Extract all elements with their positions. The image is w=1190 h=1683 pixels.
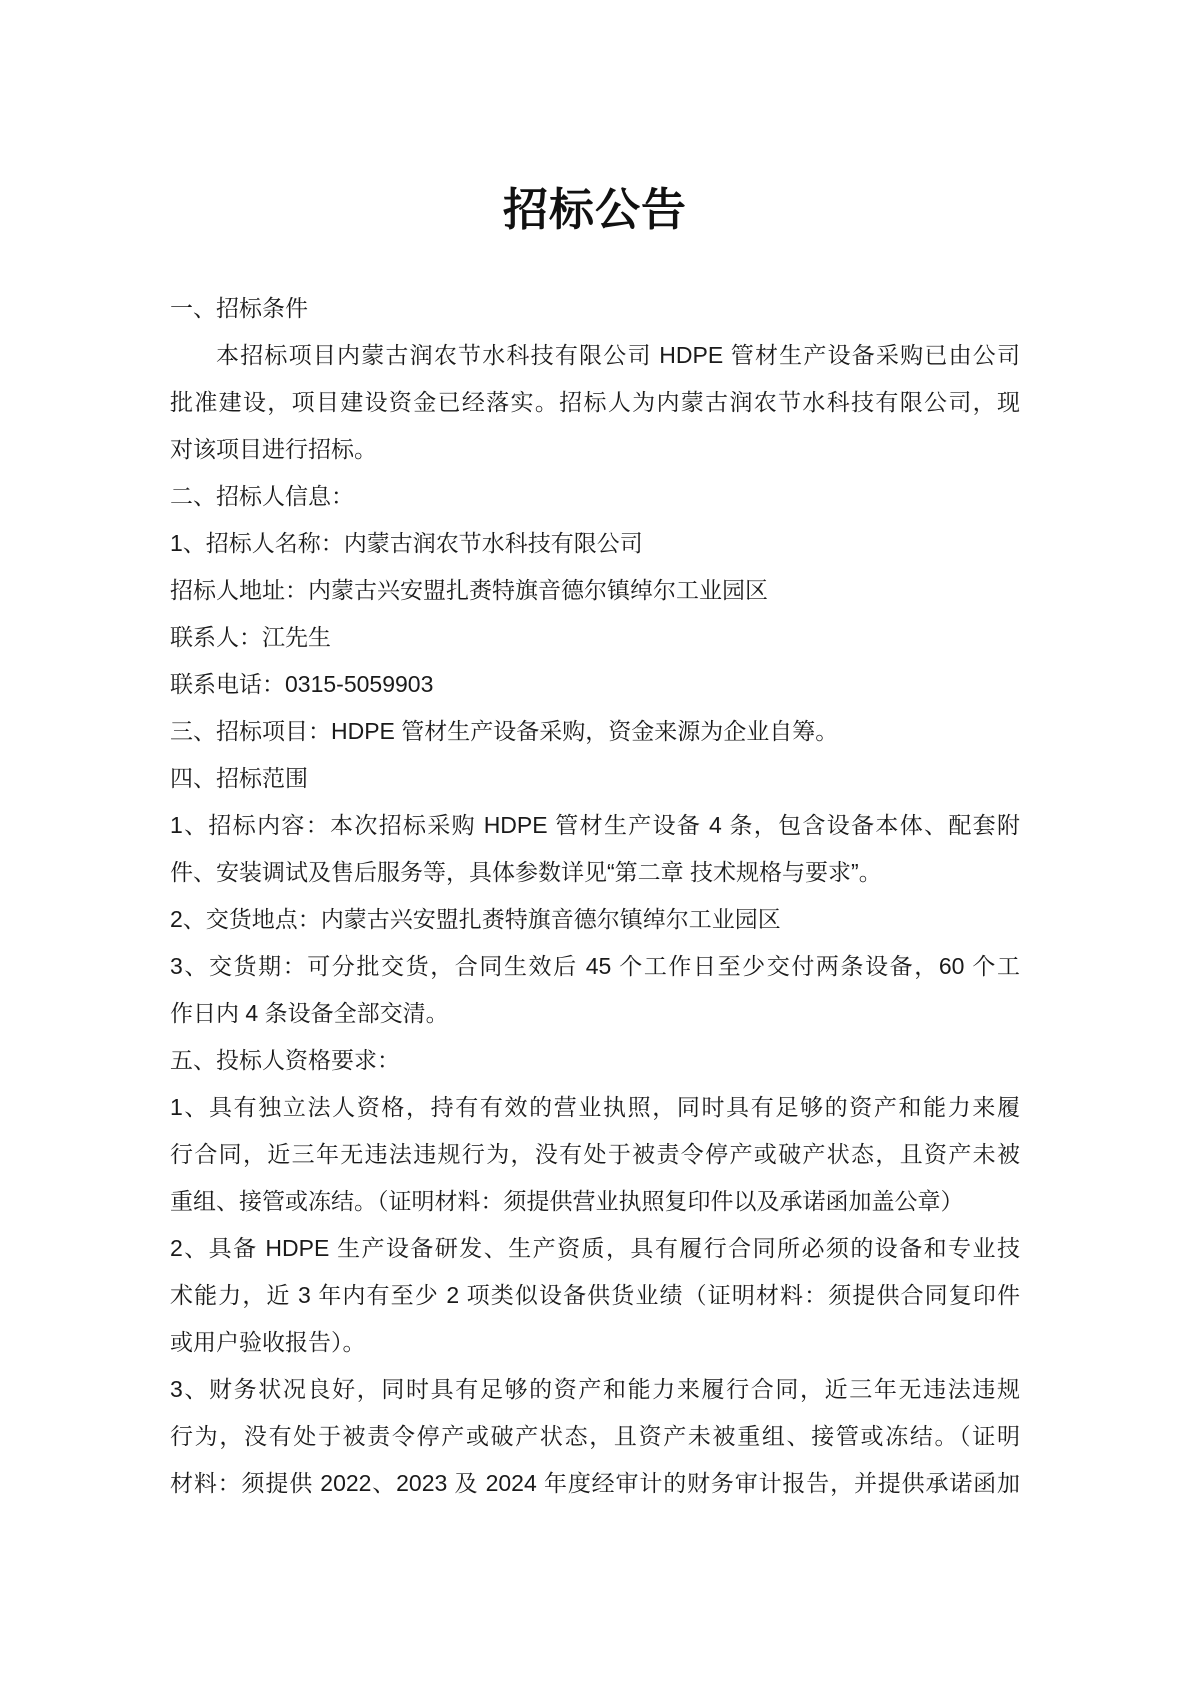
text-line: 五、投标人资格要求： (170, 1047, 400, 1073)
text-line: 2、具备 HDPE 生产设备研发、生产资质，具有履行合同所必须的设备和专业技 (170, 1235, 1020, 1261)
text-line: 行为，没有处于被责令停产或破产状态，且资产未被重组、接管或冻结。（证明 (170, 1423, 1020, 1449)
text-line: 重组、接管或冻结。（证明材料：须提供营业执照复印件以及承诺函加盖公章） (170, 1188, 964, 1214)
text-line: 二、招标人信息： (170, 483, 354, 509)
text-line: 3、交货期：可分批交货，合同生效后 45 个工作日至少交付两条设备，60 个工 (170, 953, 1020, 979)
text-line: 四、招标范围 (170, 765, 308, 791)
text-line: 3、财务状况良好，同时具有足够的资产和能力来履行合同，近三年无违法违规 (170, 1376, 1020, 1402)
text-line: 材料：须提供 2022、2023 及 2024 年度经审计的财务审计报告，并提供承诺函加 (170, 1470, 1020, 1496)
text-line: 对该项目进行招标。 (170, 436, 377, 462)
text-line: 件、安装调试及售后服务等，具体参数详见“第二章 技术规格与要求”。 (170, 859, 882, 885)
document-body (170, 285, 1020, 1507)
text-line: 1、招标内容：本次招标采购 HDPE 管材生产设备 4 条，包含设备本体、配套附 (170, 812, 1020, 838)
text-line: 联系人：江先生 (170, 624, 331, 650)
text-line: 一、招标条件 (170, 295, 308, 321)
text-line: 术能力，近 3 年内有至少 2 项类似设备供货业绩（证明材料：须提供合同复印件 (170, 1282, 1020, 1308)
text-line: 1、招标人名称：内蒙古润农节水科技有限公司 (170, 530, 643, 556)
text-line: 作日内 4 条设备全部交清。 (170, 1000, 449, 1026)
text-line: 或用户验收报告）。 (170, 1329, 366, 1355)
text-line: 2、交货地点：内蒙古兴安盟扎赉特旗音德尔镇绰尔工业园区 (170, 906, 781, 932)
text-line: 三、招标项目：HDPE 管材生产设备采购，资金来源为企业自筹。 (170, 718, 839, 744)
text-line: 行合同，近三年无违法违规行为，没有处于被责令停产或破产状态，且资产未被 (170, 1141, 1020, 1167)
text-line: 招标人地址：内蒙古兴安盟扎赉特旗音德尔镇绰尔工业园区 (170, 577, 768, 603)
text-line: 联系电话：0315-5059903 (170, 671, 434, 697)
text-line: 1、具有独立法人资格，持有有效的营业执照，同时具有足够的资产和能力来履 (170, 1094, 1020, 1120)
text-line: 本招标项目内蒙古润农节水科技有限公司 HDPE 管材生产设备采购已由公司 (216, 342, 1020, 368)
text-line: 批准建设，项目建设资金已经落实。招标人为内蒙古润农节水科技有限公司，现 (170, 389, 1020, 415)
document-title: 招标公告 (502, 185, 687, 235)
